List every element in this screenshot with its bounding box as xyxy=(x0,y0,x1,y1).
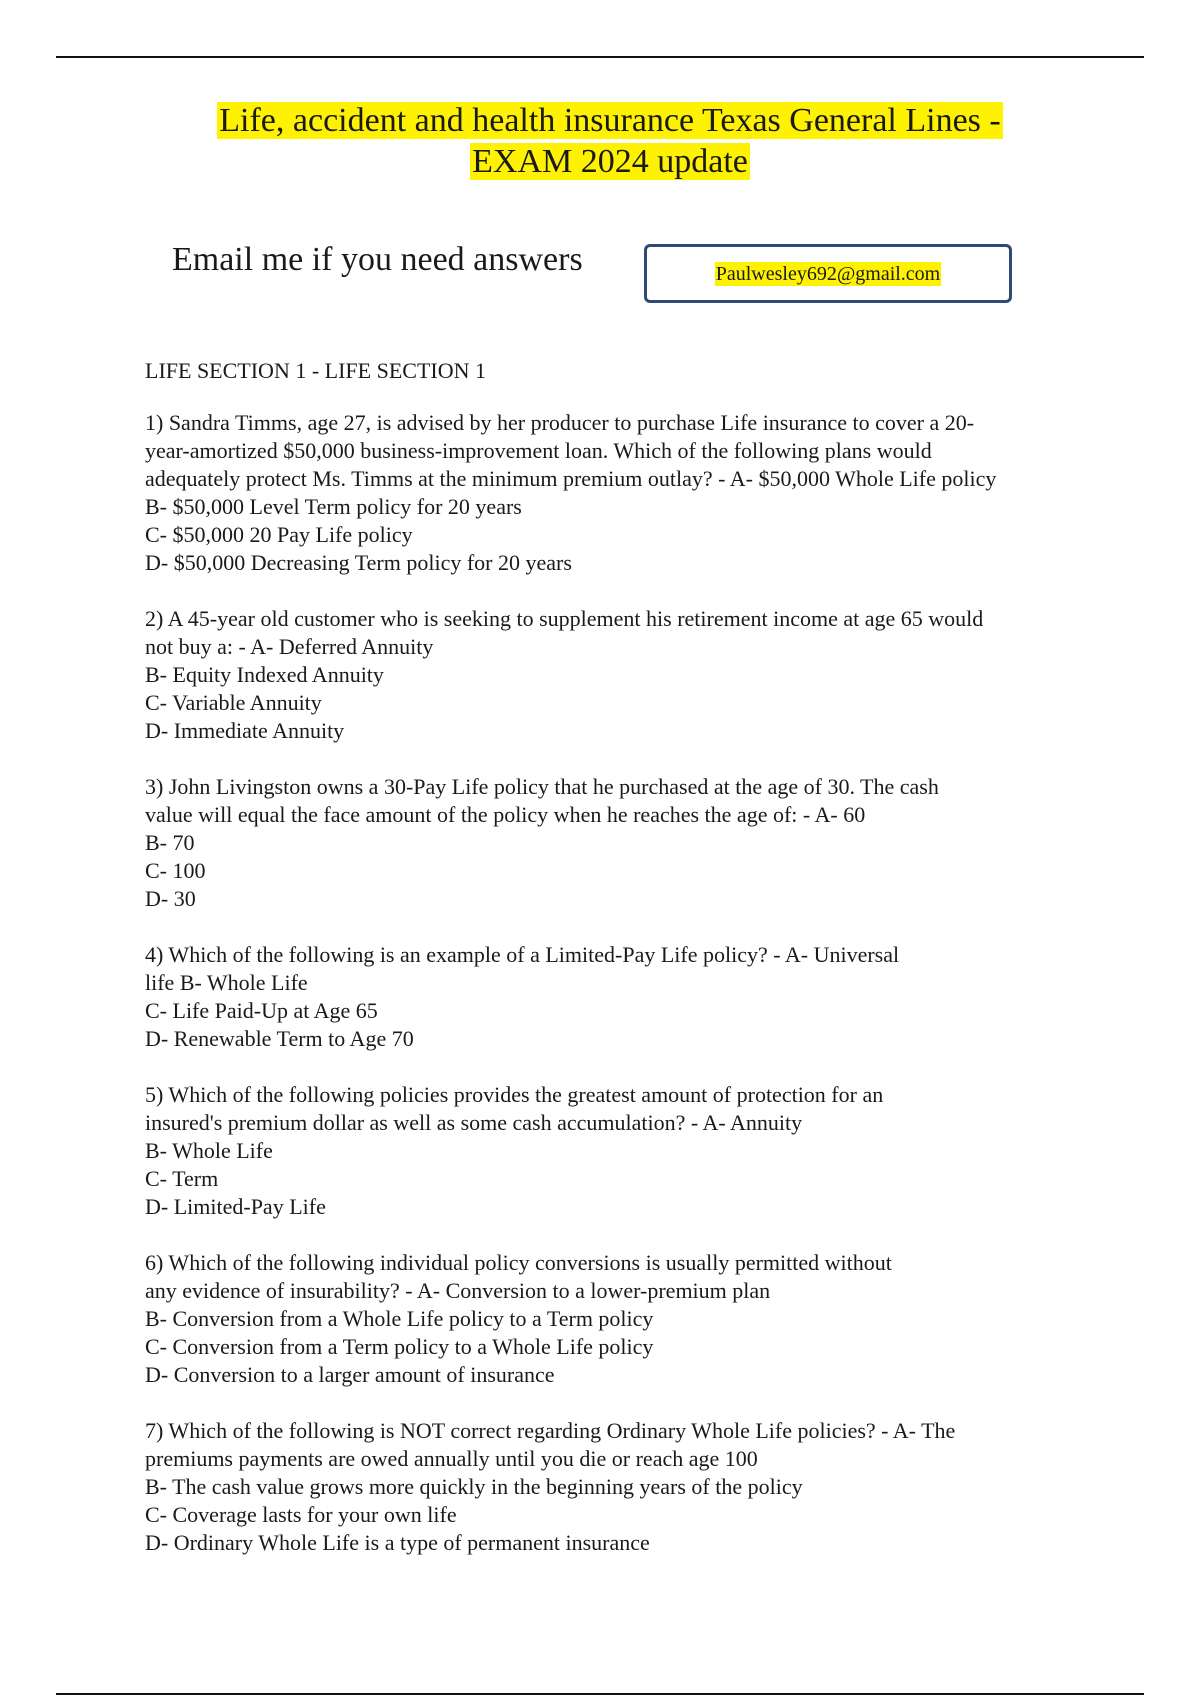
bottom-rule xyxy=(56,1693,1144,1695)
email-box xyxy=(644,244,1012,303)
question-line: value will equal the face amount of the policy when he reaches the age of: - A- 60 xyxy=(145,802,866,827)
question-line: C- Life Paid-Up at Age 65 xyxy=(145,998,378,1023)
page-title xyxy=(120,100,1100,182)
question-line: 4) Which of the following is an example of a Limited-Pay Life policy? - A- Universal xyxy=(145,942,900,967)
question-line: B- Whole Life xyxy=(145,1138,273,1163)
question-item xyxy=(145,773,1105,913)
question-line: 1) Sandra Timms, age 27, is advised by her producer to purchase Life insurance to cover a 20- xyxy=(145,410,975,435)
question-line: adequately protect Ms. Timms at the minimum premium outlay? - A- $50,000 Whole Life policy xyxy=(145,466,997,491)
question-line: C- Conversion from a Term policy to a Whole Life policy xyxy=(145,1334,654,1359)
question-line: D- 30 xyxy=(145,886,196,911)
question-line: D- Immediate Annuity xyxy=(145,718,345,743)
question-item xyxy=(145,1249,1105,1389)
question-line: C- Coverage lasts for your own life xyxy=(145,1502,457,1527)
question-line: B- Conversion from a Whole Life policy to a Term policy xyxy=(145,1306,654,1331)
question-line: 6) Which of the following individual policy conversions is usually permitted without xyxy=(145,1250,892,1275)
title-line-2: EXAM 2024 update xyxy=(472,143,748,180)
question-line: B- The cash value grows more quickly in the beginning years of the policy xyxy=(145,1474,803,1499)
question-item xyxy=(145,1417,1105,1557)
question-line: 3) John Livingston owns a 30-Pay Life policy that he purchased at the age of 30. The cash xyxy=(145,774,939,799)
question-line: D- Renewable Term to Age 70 xyxy=(145,1026,414,1051)
question-line: any evidence of insurability? - A- Conversion to a lower-premium plan xyxy=(145,1278,771,1303)
question-line: D- $50,000 Decreasing Term policy for 20 years xyxy=(145,550,572,575)
question-line: D- Ordinary Whole Life is a type of permanent insurance xyxy=(145,1530,650,1555)
question-line: insured's premium dollar as well as some cash accumulation? - A- Annuity xyxy=(145,1110,803,1135)
question-line: B- Equity Indexed Annuity xyxy=(145,662,384,687)
question-line: D- Conversion to a larger amount of insurance xyxy=(145,1362,555,1387)
question-item xyxy=(145,941,1105,1053)
question-line: B- 70 xyxy=(145,830,195,855)
question-line: D- Limited-Pay Life xyxy=(145,1194,326,1219)
question-line: C- $50,000 20 Pay Life policy xyxy=(145,522,413,547)
question-line: year-amortized $50,000 business-improvement loan. Which of the following plans would xyxy=(145,438,932,463)
email-address[interactable]: Paulwesley692@gmail.com xyxy=(715,262,941,285)
question-item xyxy=(145,605,1105,745)
question-line: life B- Whole Life xyxy=(145,970,308,995)
question-line: 2) A 45-year old customer who is seeking to supplement his retirement income at age 65 would xyxy=(145,606,984,631)
email-prompt: Email me if you need answers xyxy=(172,241,583,278)
question-line: C- 100 xyxy=(145,858,206,883)
question-line: B- $50,000 Level Term policy for 20 years xyxy=(145,494,522,519)
exam-content xyxy=(145,357,1105,1585)
top-rule xyxy=(56,56,1144,58)
question-line: not buy a: - A- Deferred Annuity xyxy=(145,634,434,659)
question-line: 5) Which of the following policies provides the greatest amount of protection for an xyxy=(145,1082,884,1107)
question-line: C- Term xyxy=(145,1166,219,1191)
question-list xyxy=(145,409,1105,1557)
question-item xyxy=(145,1081,1105,1221)
question-item xyxy=(145,409,1105,577)
question-line: C- Variable Annuity xyxy=(145,690,322,715)
title-line-1: Life, accident and health insurance Texas General Lines - xyxy=(219,102,1001,139)
question-line: 7) Which of the following is NOT correct regarding Ordinary Whole Life policies? - A- The xyxy=(145,1418,956,1443)
question-line: premiums payments are owed annually until you die or reach age 100 xyxy=(145,1446,758,1471)
section-heading: LIFE SECTION 1 - LIFE SECTION 1 xyxy=(145,358,486,383)
